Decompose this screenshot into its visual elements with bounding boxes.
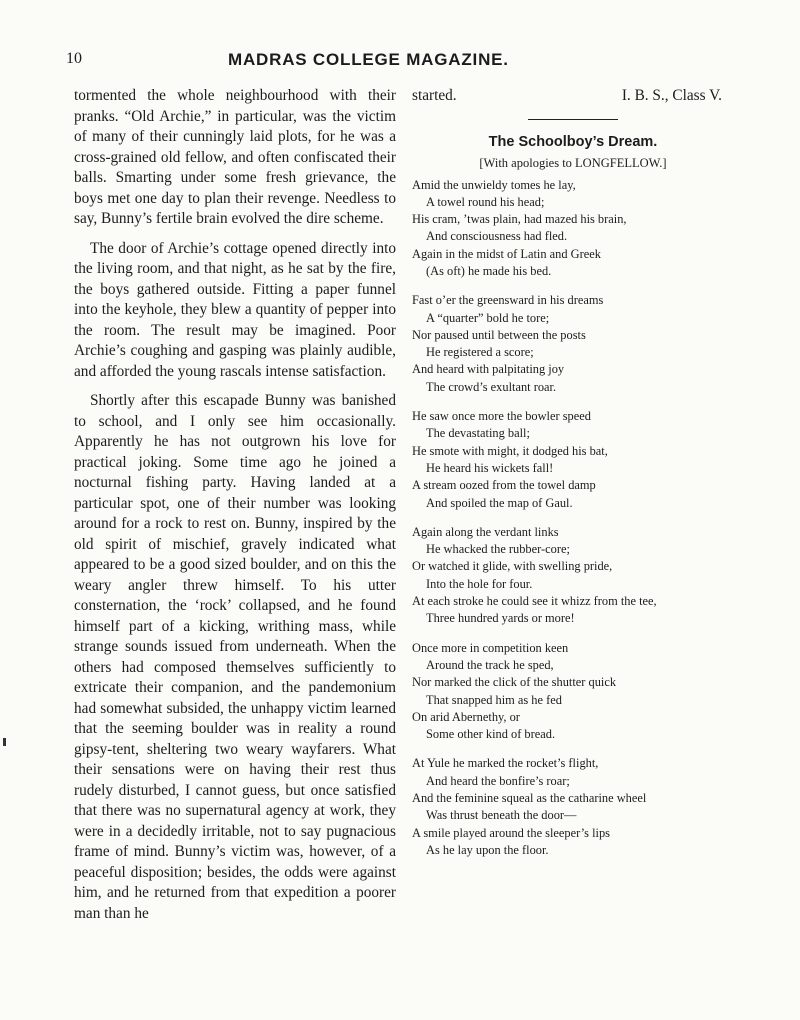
poem-line: Three hundred yards or more! <box>426 611 575 626</box>
poem-line: At each stroke he could see it whizz from the tee, <box>412 594 657 609</box>
poem-line: Some other kind of bread. <box>426 727 556 742</box>
poem-line: Again in the midst of Latin and Greek <box>412 246 601 261</box>
poem-stanza <box>412 177 734 281</box>
poem-line: Was thrust beneath the door— <box>426 808 577 823</box>
magazine-title: MADRAS COLLEGE MAGAZINE. <box>228 50 509 69</box>
poem-line: Around the track he sped, <box>426 657 554 672</box>
poem-line: A towel round his head; <box>426 194 545 209</box>
author-signature: I. B. S., Class V. <box>621 87 722 104</box>
poem-stanza <box>412 292 734 396</box>
poem-stanza <box>412 524 734 628</box>
page-number: 10 <box>66 50 82 67</box>
poem-line: Or watched it glide, with swelling pride, <box>412 559 613 574</box>
poem-line: A “quarter” bold he tore; <box>426 310 550 325</box>
poem-line: Amid the unwieldy tomes he lay, <box>412 177 576 192</box>
section-divider <box>528 119 618 120</box>
article-paragraph: Shortly after this escapade Bunny was banished to school, and I only see him occasionally. Apparently he has not outgrown his love for practical joking. Some time ago he joined a nocturnal fishing party. Having landed at a particular spot, one of their number was looking around for a rock to rest on. Bunny, inspired by the old spirit of mischief, gravely indicated what appeared to be a good sized boulder, and on this the weary angler threw himself. To his utter consternation, the ‘rock’ collapsed, and he found himself part of a kicking, writhing mass, while strange sounds issued from underneath. When the others had composed themselves sufficiently to extricate their companion, and the pandemonium had somewhat subsided, the unhappy victim learned that the seeming boulder was in reality a round gipsy-tent, sheltering two weary wayfarers. What their sensations were on having their rest thus rudely disturbed, I cannot guess, but once satisfied that there was no supernatural agency at work, they were in a decidedly irritable, not to say pugnacious frame of mind. Bunny’s victim was, however, of a peaceful disposition; besides, the odds were against him, and he returned from that expedition a poorer man than he <box>74 392 396 922</box>
poem-line: Fast o’er the greensward in his dreams <box>412 293 604 308</box>
poem-line: At Yule he marked the rocket’s flight, <box>412 756 599 771</box>
poem-line: The devastating ball; <box>426 426 530 441</box>
poem-title: The Schoolboy’s Dream. <box>488 133 658 150</box>
left-column <box>74 86 396 924</box>
poem-line: And the feminine squeal as the catharine wheel <box>412 791 647 805</box>
poem-line: And heard with palpitating joy <box>412 362 565 377</box>
poem-line: As he lay upon the floor. <box>426 842 549 857</box>
poem-line: Nor marked the click of the shutter quick <box>412 675 617 690</box>
article-paragraph: The door of Archie’s cottage opened directly into the living room, and that night, as he sat by the fire, the boys gathered outside. Fitting a paper funnel into the keyhole, they blew a quantity of pepper into the room. The result may be imagined. Poor Archie’s coughing and gasping was plainly audible, and afforded the young rascals intense satisfaction. <box>74 239 396 380</box>
poem-line: A stream oozed from the towel damp <box>412 478 596 493</box>
page-header <box>0 50 800 74</box>
poem-line: He heard his wickets fall! <box>426 460 554 475</box>
poem-stanza <box>412 640 734 744</box>
article-closing-line <box>412 86 734 107</box>
poem-stanza <box>412 755 734 859</box>
poem-body <box>412 177 734 860</box>
right-column <box>412 86 734 871</box>
poem-line: He whacked the rubber-core; <box>426 542 570 557</box>
poem-subtitle: [With apologies to LONGFELLOW.] <box>479 155 667 170</box>
poem-stanza <box>412 408 734 512</box>
poem-line: (As oft) he made his bed. <box>426 263 552 278</box>
poem-line: The crowd’s exultant roar. <box>426 379 557 394</box>
poem-line: That snapped him as he fed <box>426 692 562 707</box>
poem-line: He smote with might, it dodged his bat, <box>412 443 608 458</box>
poem-line: Into the hole for four. <box>426 576 533 591</box>
closing-word: started. <box>412 87 457 104</box>
poem-line: And consciousness had fled. <box>426 229 568 244</box>
poem-line: A smile played around the sleeper’s lips <box>412 825 610 840</box>
poem-line: He registered a score; <box>426 345 534 360</box>
poem-line: And heard the bonfire’s roar; <box>426 773 570 788</box>
poem-line: Again along the verdant links <box>412 524 559 539</box>
poem-line: Once more in competition keen <box>412 640 569 655</box>
poem-line: On arid Abernethy, or <box>412 709 520 724</box>
poem-line: His cram, ’twas plain, had mazed his brain, <box>412 212 627 227</box>
poem-line: And spoiled the map of Gaul. <box>426 495 573 510</box>
poem-line: Nor paused until between the posts <box>412 327 586 342</box>
article-paragraph: tormented the whole neighbourhood with their pranks. “Old Archie,” in particular, was the victim of many of their cunningly laid plots, for he was a cross-grained old fellow, and often confiscated their balls. Smarting under some fresh grievance, the boys met one day to plan their revenge. Needless to say, Bunny’s fertile brain evolved the dire scheme. <box>74 87 396 227</box>
poem-line: He saw once more the bowler speed <box>412 409 591 424</box>
scan-edge-mark <box>3 738 6 746</box>
